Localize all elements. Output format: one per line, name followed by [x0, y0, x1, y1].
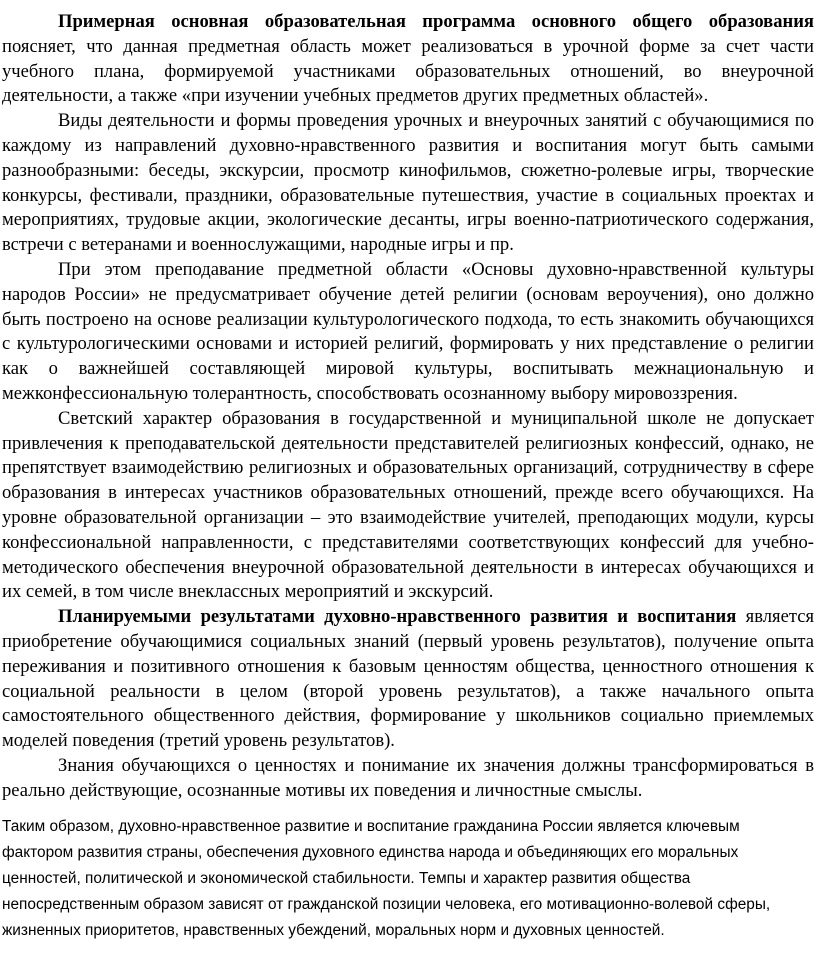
- paragraph-4-text: Светский характер образования в государственной и муниципальной школе не допускает привлечения к преподавательской деятельности представителей религиозных конфессий, однако, не препятствует взаимодействию религиозных и образовательных организаций, сотрудничеству в сфере образования в интересах участников образовательных отношений, прежде всего обучающихся. На уровне образовательной организации – это взаимодействие учителей, преподающих модули, курсы конфессиональной направленности, с представителями соответствующих конфессий для учебно-методического обеспечения внеурочной образовательной деятельности в интересах обучающихся и их семей, в том числе внеклассных мероприятий и экскурсий.: [2, 407, 814, 603]
- conclusion-line-5: жизненных приоритетов, нравственных убеждений, моральных норм и духовных ценностей.: [2, 922, 665, 939]
- paragraph-1-bold-lead: Примерная основная образовательная программа основного общего образования: [58, 11, 814, 32]
- paragraph-5-text: является приобретение обучающимися социальных знаний (первый уровень результатов), получение опыта переживания и позитивного отношения к базовым ценностям общества, ценностного отношения к социальной реальности в целом (второй уровень результатов), а также начального опыта самостоятельного общественного действия, формирование у школьников социально приемлемых моделей поведения (третий уровень результатов).: [2, 606, 814, 752]
- paragraph-3: [2, 258, 814, 407]
- paragraph-2: [2, 109, 814, 258]
- conclusion-line-3: ценностей, политической и экономической стабильности. Темпы и характер развития общества: [2, 870, 691, 887]
- paragraph-4: [2, 407, 814, 605]
- paragraph-6: [2, 754, 814, 804]
- conclusion-line-1: Таким образом, духовно-нравственное развитие и воспитание гражданина России является ключевым: [2, 818, 740, 835]
- conclusion-line-2: фактором развития страны, обеспечения духовного единства народа и объединяющих его моральных: [2, 844, 739, 861]
- paragraph-5-bold-lead: Планируемыми результатами духовно-нравственного развития и воспитания: [58, 606, 737, 628]
- conclusion-line-4: непосредственным образом зависят от гражданской позиции человека, его мотивационно-волевой сферы,: [2, 896, 771, 913]
- paragraph-1-text: поясняет, что данная предметная область может реализоваться в урочной форме за счет части учебного плана, формируемой участниками образовательных отношений, во внеурочной деятельности, а также «при изучении учебных предметов других предметных областей».: [2, 35, 814, 107]
- paragraph-1: [2, 10, 814, 109]
- conclusion-block: [0, 814, 800, 944]
- paragraph-3-text: При этом преподавание предметной области «Основы духовно-нравственной культуры народов России» не предусматривает обучение детей религии (основам вероучения), оно должно быть построено на основе реализации культурологического подхода, то есть знакомить обучающихся с культурологическими основами и историей религий, формировать у них представление о религии как о важнейшей составляющей мировой культуры, воспитывать межнациональную и межконфессиональную толерантность, способствовать осознанному выбору мировоззрения.: [2, 258, 814, 404]
- paragraph-6-text: Знания обучающихся о ценностях и понимание их значения должны трансформироваться в реально действующие, осознанные мотивы их поведения и личностные смыслы.: [2, 754, 814, 801]
- paragraph-2-text: Виды деятельности и формы проведения урочных и внеурочных занятий с обучающимися по каждому из направлений духовно-нравственного развития и воспитания могут быть самыми разнообразными: беседы, экскурсии, просмотр кинофильмов, сюжетно-ролевые игры, творческие конкурсы, фестивали, праздники, образовательные путешествия, участие в социальных проектах и мероприятиях, трудовые акции, экологические десанты, игры военно-патриотического содержания, встречи с ветеранами и военнослужащими, народные игры и пр.: [2, 110, 814, 256]
- paragraph-5: [2, 605, 814, 754]
